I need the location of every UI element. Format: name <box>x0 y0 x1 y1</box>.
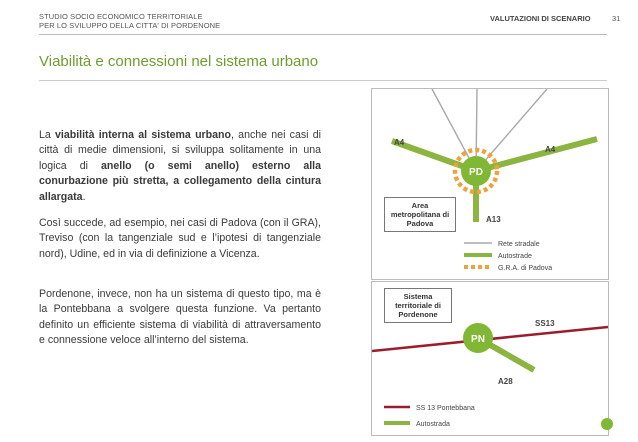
paragraph-2-text: Così succede, ad esempio, nei casi di Padova (con il GRA), Treviso (con la tangenziale sud e l’ipotesi di tangenziale nord), Udine, ed in via di definizione a Vicenza. <box>39 217 321 260</box>
a13-label: A13 <box>486 215 501 224</box>
padova-road-map <box>372 89 608 279</box>
header-divider <box>39 34 607 35</box>
paragraph-1 <box>39 128 321 205</box>
pordenone-map-panel <box>371 281 609 436</box>
page-marker-dot <box>601 418 613 430</box>
paragraph-3-text: Pordenone, invece, non ha un sistema di questo tipo, ma è la Pontebbana a svolgere questa funzione. Va pertanto definito un efficiente sistema di viabilità di attraversamento e connessione veloce all’interno del sistema. <box>39 288 321 347</box>
padova-city-label: PD <box>469 167 483 178</box>
paragraph-1-run: anello (o semi anello) esterno alla conurbazione più stretta, a collegamento della cintura allargata <box>39 159 321 203</box>
title-divider <box>39 80 607 81</box>
paragraph-1-run: , anche nei casi di città di medie dimensioni, si sviluppa solitamente in una logica di <box>39 129 321 172</box>
paragraph-1-run: viabilità interna al sistema urbano <box>55 129 231 141</box>
padova-map-panel <box>371 88 609 280</box>
page-title: Viabilità e connessioni nel sistema urbano <box>39 53 319 70</box>
pordenone-city-label: PN <box>471 334 485 345</box>
header-line-1: STUDIO SOCIO ECONOMICO TERRITORIALE <box>39 12 203 21</box>
a4-east-label: A4 <box>545 145 556 154</box>
legend-ss13-label: SS 13 Pontebbana <box>416 405 475 412</box>
paragraph-3 <box>39 287 321 349</box>
section-label: VALUTAZIONI DI SCENARIO <box>490 14 591 23</box>
legend-gra-label: G.R.A. di Padova <box>498 265 553 272</box>
document-header <box>39 12 220 30</box>
a4-east-highway <box>476 139 597 171</box>
legend-autostrada-label: Autostrada <box>416 421 450 428</box>
paragraph-1-run: . <box>82 190 86 203</box>
legend-local-road-label: Rete stradale <box>498 241 540 248</box>
page-number: 31 <box>612 14 621 23</box>
pordenone-system-box: Sistema territoriale di Pordenone <box>384 288 452 323</box>
legend-highway-label: Autostrade <box>498 253 532 260</box>
a4-west-label: A4 <box>394 138 405 147</box>
ss13-label: SS13 <box>535 319 555 328</box>
paragraph-1-run: La <box>39 129 56 141</box>
paragraph-2 <box>39 216 321 262</box>
header-line-2: PER LO SVILUPPO DELLA CITTA' DI PORDENONE <box>39 21 221 30</box>
padova-area-box: Area metropolitana di Padova <box>384 197 456 232</box>
a28-label: A28 <box>498 377 513 386</box>
